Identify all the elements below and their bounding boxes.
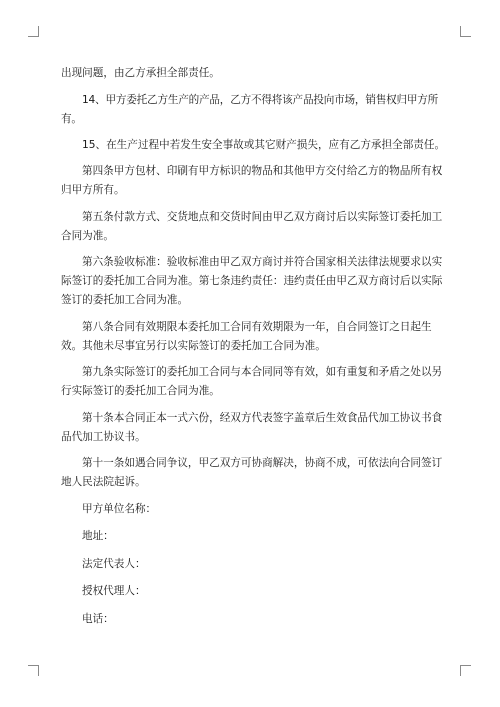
paragraph-clause-15: 15、在生产过程中若发生安全事故或其它财产损失，应有乙方承担全部责任。 (82, 138, 446, 151)
paragraph-article-10: 第十条本合同正本一式六份，经双方代表签字盖章后生效食品代加工协议书食品代加工协议书。 (61, 411, 443, 443)
paragraph-article-6-7: 第六条验收标准：验收标准由甲乙双方商讨并符合国家相关法律法规要求以实际签订的委托加工合同为准。第七条违约责任：违约责任由甲乙双方商讨后以实际签订的委托加工合同为准。 (61, 256, 443, 306)
crop-mark-top-left (28, 26, 39, 37)
paragraph-article-9: 第九条实际签订的委托加工合同与本合同同等有效，如有重复和矛盾之处以另行实际签订的委托加工合同为准。 (61, 366, 443, 397)
paragraph-article-4: 第四条甲方包材、印刷有甲方标识的物品和其他甲方交付给乙方的物品所有权归甲方所有。 (61, 165, 443, 196)
paragraph-article-5: 第五条付款方式、交货地点和交货时间由甲乙双方商讨后以实际签订委托加工合同为准。 (61, 210, 443, 242)
paragraph-article-11: 第十一条如遇合同争议，甲乙双方可协商解决，协商不成，可依法向合同签订地人民法院起诉。 (61, 457, 443, 488)
crop-mark-bottom-left (28, 665, 39, 676)
crop-mark-bottom-right (460, 665, 471, 676)
crop-mark-top-right (460, 26, 471, 37)
paragraph-article-8: 第八条合同有效期限本委托加工合同有效期限为一年，自合同签订之日起生效。其他未尽事宜另行以实际签订的委托加工合同为准。 (61, 320, 432, 352)
paragraph-clause-14: 14、甲方委托乙方生产的产品，乙方不得将该产品投向市场，销售权归甲方所有。 (61, 93, 439, 125)
field-phone: 电话： (82, 612, 114, 625)
field-authorized-agent: 授权代理人： (82, 585, 146, 597)
paragraph-continuation: 出现问题，由乙方承担全部责任。 (61, 67, 220, 79)
document-body (61, 64, 446, 637)
field-address: 地址： (82, 530, 114, 542)
field-legal-representative: 法定代表人： (82, 557, 146, 570)
field-party-a-name: 甲方单位名称： (82, 502, 157, 515)
